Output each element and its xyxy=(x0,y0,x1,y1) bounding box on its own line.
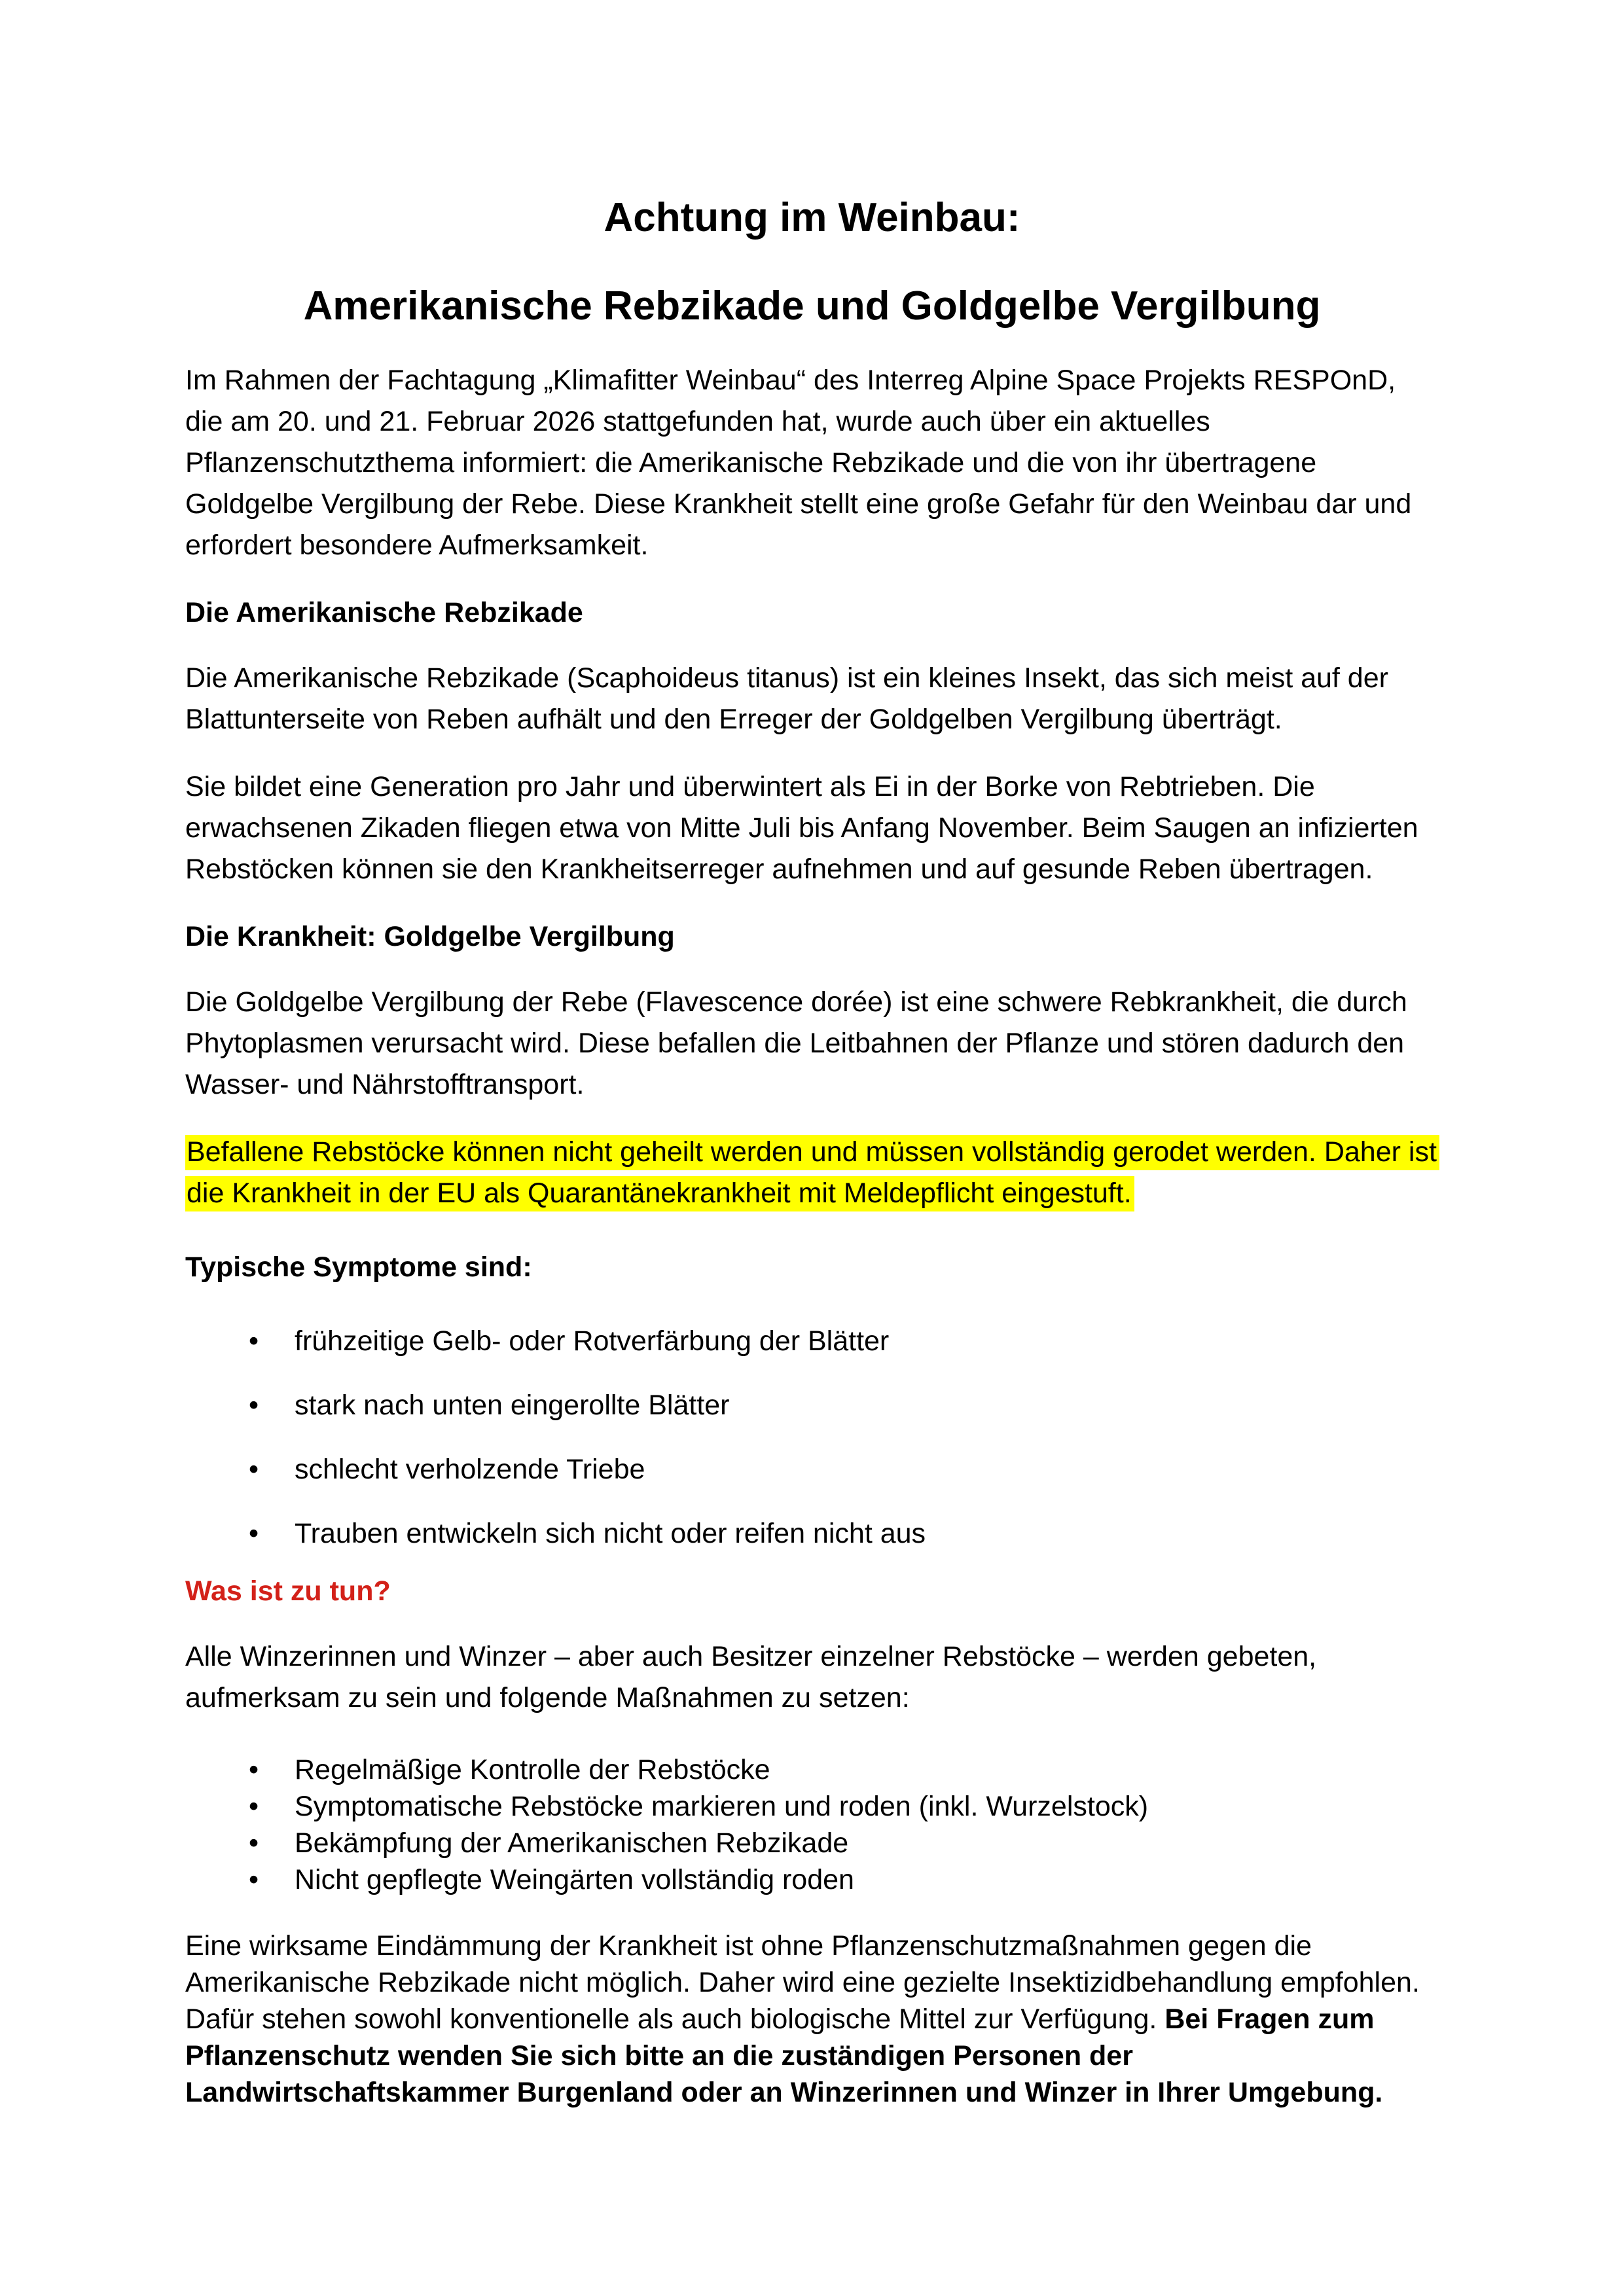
bullet-icon: • xyxy=(249,1454,259,1485)
bullet-icon: • xyxy=(249,1754,259,1785)
section-heading-krankheit: Die Krankheit: Goldgelbe Vergilbung xyxy=(185,921,675,952)
symptom-text: Trauben entwickeln sich nicht oder reifen nicht aus xyxy=(295,1518,926,1549)
closing-text-normal: Eine wirksame Eindämmung der Krankheit ist ohne Pflanzenschutzmaßnahmen gegen die Amerikanische Rebzikade nicht möglich. Daher wird eine gezielte Insektizidbehandlung empfohlen. Dafür stehen sowohl konventionelle als auch biologische Mittel zur Verfügung. xyxy=(185,1930,1420,2035)
measure-item xyxy=(249,1788,1439,1825)
symptom-item xyxy=(249,1449,1439,1490)
symptom-text: frühzeitige Gelb- oder Rotverfärbung der Blätter xyxy=(295,1325,890,1357)
symptoms-heading: Typische Symptome sind: xyxy=(185,1251,532,1283)
section-heading-rebzikade: Die Amerikanische Rebzikade xyxy=(185,597,583,628)
actions-heading: Was ist zu tun? xyxy=(185,1575,391,1607)
measure-text: Bekämpfung der Amerikanischen Rebzikade xyxy=(295,1827,849,1859)
measure-item xyxy=(249,1751,1439,1788)
bullet-icon: • xyxy=(249,1518,259,1549)
symptom-item xyxy=(249,1513,1439,1554)
symptom-item xyxy=(249,1321,1439,1362)
symptom-item xyxy=(249,1385,1439,1426)
intro-paragraph: Im Rahmen der Fachtagung „Klimafitter Weinbau“ des Interreg Alpine Space Projekts RESPOnD, die am 20. und 21. Februar 2026 stattgefunden hat, wurde auch über ein aktuelles Pflanzenschutzthema informiert: die Amerikanische Rebzikade und die von ihr übertragene Goldgelbe Vergilbung der Rebe. Diese Krankheit stellt eine große Gefahr für den Weinbau dar und erfordert besondere Aufmerksamkeit. xyxy=(185,365,1412,561)
measure-text: Regelmäßige Kontrolle der Rebstöcke xyxy=(295,1754,770,1785)
bullet-icon: • xyxy=(249,1791,259,1822)
quarantine-notice-paragraph xyxy=(185,1132,1439,1214)
measure-text: Nicht gepflegte Weingärten vollständig roden xyxy=(295,1864,854,1895)
symptom-text: stark nach unten eingerollte Blätter xyxy=(295,1390,730,1421)
symptom-text: schlecht verholzende Triebe xyxy=(295,1454,645,1485)
rebzikade-description-paragraph: Die Amerikanische Rebzikade (Scaphoideus titanus) ist ein kleines Insekt, das sich meist auf der Blattunterseite von Reben aufhält und den Erreger der Goldgelben Vergilbung überträgt. xyxy=(185,662,1388,735)
actions-intro-paragraph: Alle Winzerinnen und Winzer – aber auch Besitzer einzelner Rebstöcke – werden gebeten, aufmerksam zu sein und folgende Maßnahmen zu setzen: xyxy=(185,1641,1317,1713)
closing-paragraph xyxy=(185,1928,1439,2111)
page-title: Achtung im Weinbau: xyxy=(604,195,1020,240)
bullet-icon: • xyxy=(249,1864,259,1895)
highlighted-text: Befallene Rebstöcke können nicht geheilt werden und müssen vollständig gerodet werden. Daher ist die Krankheit in der EU als Quarantänekrankheit mit Meldepflicht eingestuft. xyxy=(185,1135,1439,1211)
measures-list xyxy=(185,1751,1439,1898)
bullet-icon: • xyxy=(249,1325,259,1357)
symptoms-list xyxy=(185,1321,1439,1554)
krankheit-description-paragraph: Die Goldgelbe Vergilbung der Rebe (Flavescence dorée) ist eine schwere Rebkrankheit, die durch Phytoplasmen verursacht wird. Diese befallen die Leitbahnen der Pflanze und stören dadurch den Wasser- und Nährstofftransport. xyxy=(185,986,1407,1100)
closing-text-bold: Bei Fragen zum Pflanzenschutz wenden Sie sich bitte an die zuständigen Personen der Landwirtschaftskammer Burgenland oder an Winzerinnen und Winzer in Ihrer Umgebung. xyxy=(185,2003,1383,2108)
measure-item xyxy=(249,1825,1439,1861)
page-subtitle: Amerikanische Rebzikade und Goldgelbe Vergilbung xyxy=(303,283,1321,329)
bullet-icon: • xyxy=(249,1827,259,1859)
rebzikade-lifecycle-paragraph: Sie bildet eine Generation pro Jahr und überwintert als Ei in der Borke von Rebtrieben. Die erwachsenen Zikaden fliegen etwa von Mitte Juli bis Anfang November. Beim Saugen an infizierten Rebstöcken können sie den Krankheitserreger aufnehmen und auf gesunde Reben übertragen. xyxy=(185,771,1418,885)
measure-item xyxy=(249,1861,1439,1898)
measure-text: Symptomatische Rebstöcke markieren und roden (inkl. Wurzelstock) xyxy=(295,1791,1149,1822)
bullet-icon: • xyxy=(249,1390,259,1421)
